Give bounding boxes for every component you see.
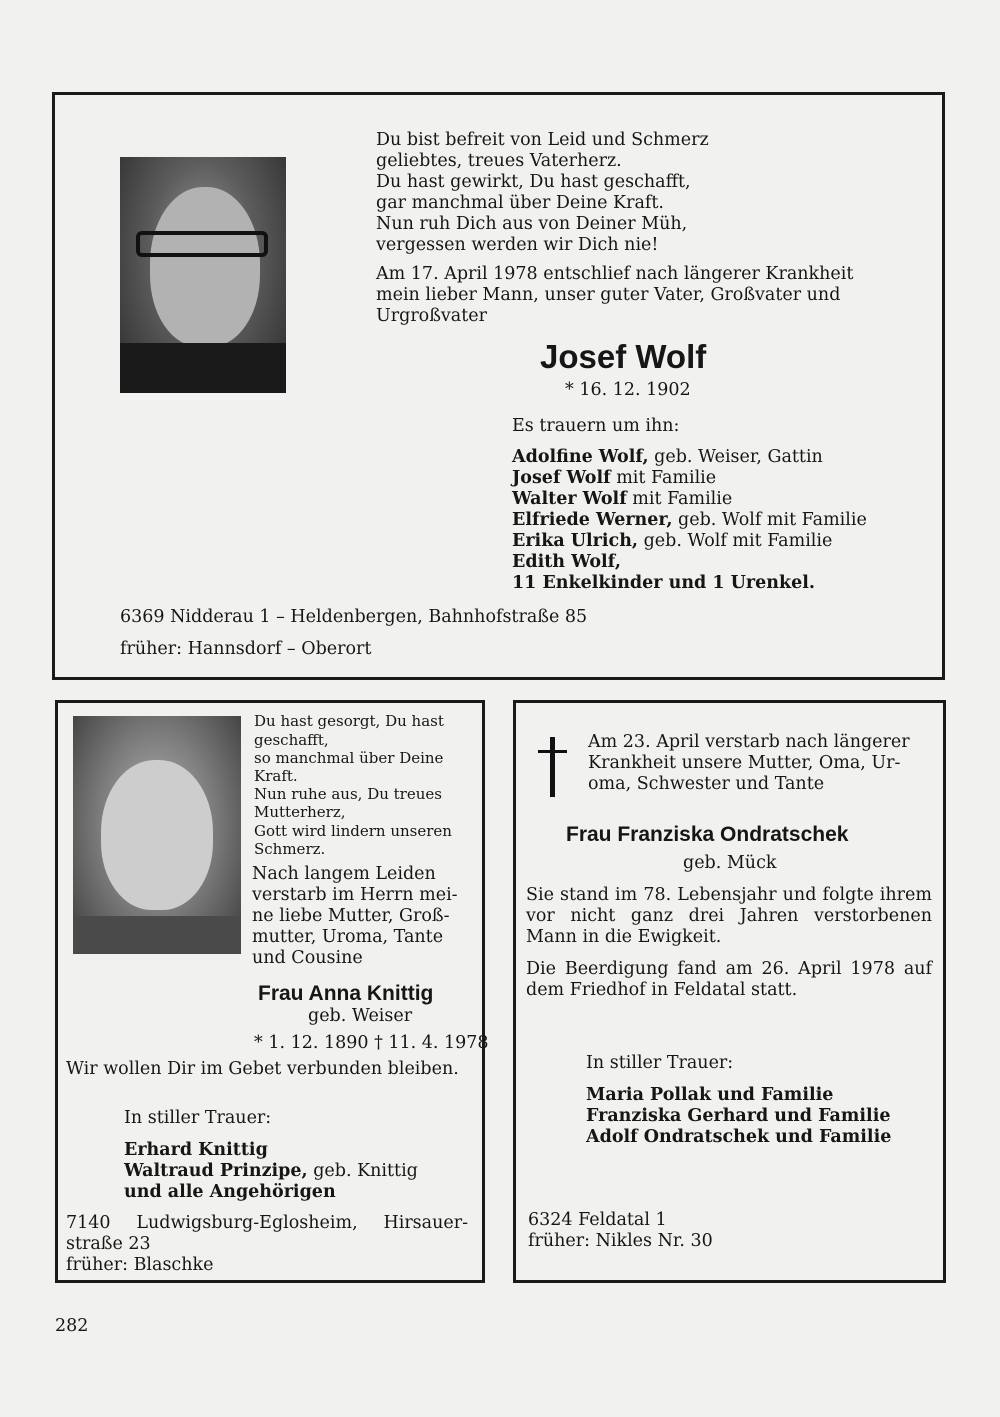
prayer-line: Wir wollen Dir im Gebet verbunden bleiben. bbox=[66, 1059, 459, 1079]
mourners-label: In stiller Trauer: bbox=[586, 1053, 734, 1073]
intro-line: oma, Schwester und Tante bbox=[588, 774, 825, 794]
mourner: Franziska Gerhard und Familie bbox=[586, 1106, 891, 1126]
poem-line: Du hast gesorgt, Du hast bbox=[254, 712, 444, 730]
intro-line: mutter, Uroma, Tante bbox=[252, 927, 444, 947]
maiden-name: geb. Mück bbox=[683, 853, 777, 873]
birth-date: * 16. 12. 1902 bbox=[565, 380, 691, 400]
mourners-label: In stiller Trauer: bbox=[124, 1108, 272, 1128]
intro-line: Nach langem Leiden bbox=[252, 864, 436, 884]
poem-line: Kraft. bbox=[254, 767, 298, 785]
intro-line: und Cousine bbox=[252, 948, 363, 968]
cross-icon bbox=[550, 737, 555, 797]
former-residence: früher: Hannsdorf – Oberort bbox=[120, 639, 372, 659]
poem-line: Nun ruh Dich aus von Deiner Müh, bbox=[376, 214, 688, 234]
life-dates: * 1. 12. 1890 † 11. 4. 1978 bbox=[254, 1033, 489, 1053]
poem-line: Nun ruhe aus, Du treues bbox=[254, 785, 442, 803]
mourner: Waltraud Prinzipe, geb. Knittig bbox=[124, 1161, 418, 1181]
deceased-name: Frau Franziska Ondratschek bbox=[566, 823, 849, 846]
poem-line: geliebtes, treues Vaterherz. bbox=[376, 151, 622, 171]
mourner: Erika Ulrich, geb. Wolf mit Familie bbox=[512, 531, 833, 551]
mourner: Erhard Knittig bbox=[124, 1140, 268, 1160]
mourner: und alle Angehörigen bbox=[124, 1182, 336, 1202]
mourner: Elfriede Werner, geb. Wolf mit Familie bbox=[512, 510, 867, 530]
mourner: Adolf Ondratschek und Familie bbox=[586, 1127, 892, 1147]
intro-line: Urgroßvater bbox=[376, 306, 487, 326]
poem-line: Gott wird lindern unseren bbox=[254, 822, 452, 840]
intro-line: Am 23. April verstarb nach längerer bbox=[588, 732, 910, 752]
mourner: Maria Pollak und Familie bbox=[586, 1085, 834, 1105]
address: straße 23 bbox=[66, 1234, 151, 1254]
cross-icon bbox=[538, 750, 567, 753]
poem-line: Mutterherz, bbox=[254, 803, 346, 821]
mourner: 11 Enkelkinder und 1 Urenkel. bbox=[512, 573, 815, 593]
page-number: 282 bbox=[55, 1316, 89, 1336]
address: 7140 Ludwigsburg-Eglosheim, Hirsauer- bbox=[66, 1213, 468, 1233]
poem-line: Schmerz. bbox=[254, 840, 326, 858]
mourner: Edith Wolf, bbox=[512, 552, 621, 572]
former-residence: früher: Blaschke bbox=[66, 1255, 214, 1275]
deceased-name: Frau Anna Knittig bbox=[258, 982, 434, 1005]
mourner: Josef Wolf mit Familie bbox=[512, 468, 717, 488]
intro-line: Am 17. April 1978 entschlief nach längerer Krankheit bbox=[376, 264, 854, 284]
body-line: Sie stand im 78. Lebensjahr und folgte ihrem bbox=[526, 885, 932, 905]
address: 6324 Feldatal 1 bbox=[528, 1210, 667, 1230]
maiden-name: geb. Weiser bbox=[308, 1006, 413, 1026]
body-line: Mann in die Ewigkeit. bbox=[526, 927, 722, 947]
intro-line: verstarb im Herrn mei- bbox=[252, 885, 458, 905]
former-residence: früher: Nikles Nr. 30 bbox=[528, 1231, 713, 1251]
intro-line: mein lieber Mann, unser guter Vater, Großvater und bbox=[376, 285, 841, 305]
mourner: Adolfine Wolf, geb. Weiser, Gattin bbox=[512, 447, 823, 467]
portrait-anna-knittig bbox=[73, 716, 241, 954]
poem-line: so manchmal über Deine bbox=[254, 749, 444, 767]
poem-line: geschafft, bbox=[254, 731, 329, 749]
mourner: Walter Wolf mit Familie bbox=[512, 489, 733, 509]
address: 6369 Nidderau 1 – Heldenbergen, Bahnhofstraße 85 bbox=[120, 607, 588, 627]
deceased-name: Josef Wolf bbox=[540, 338, 707, 375]
intro-line: ne liebe Mutter, Groß- bbox=[252, 906, 450, 926]
mourners-label: Es trauern um ihn: bbox=[512, 416, 680, 436]
poem-line: Du hast gewirkt, Du hast geschafft, bbox=[376, 172, 691, 192]
poem-line: gar manchmal über Deine Kraft. bbox=[376, 193, 664, 213]
intro-line: Krankheit unsere Mutter, Oma, Ur- bbox=[588, 753, 901, 773]
body-line: Die Beerdigung fand am 26. April 1978 auf bbox=[526, 959, 932, 979]
body-line: vor nicht ganz drei Jahren verstorbenen bbox=[526, 906, 932, 926]
poem-line: vergessen werden wir Dich nie! bbox=[376, 235, 659, 255]
portrait-josef-wolf bbox=[120, 157, 286, 393]
poem-line: Du bist befreit von Leid und Schmerz bbox=[376, 130, 709, 150]
body-line: dem Friedhof in Feldatal statt. bbox=[526, 980, 798, 1000]
